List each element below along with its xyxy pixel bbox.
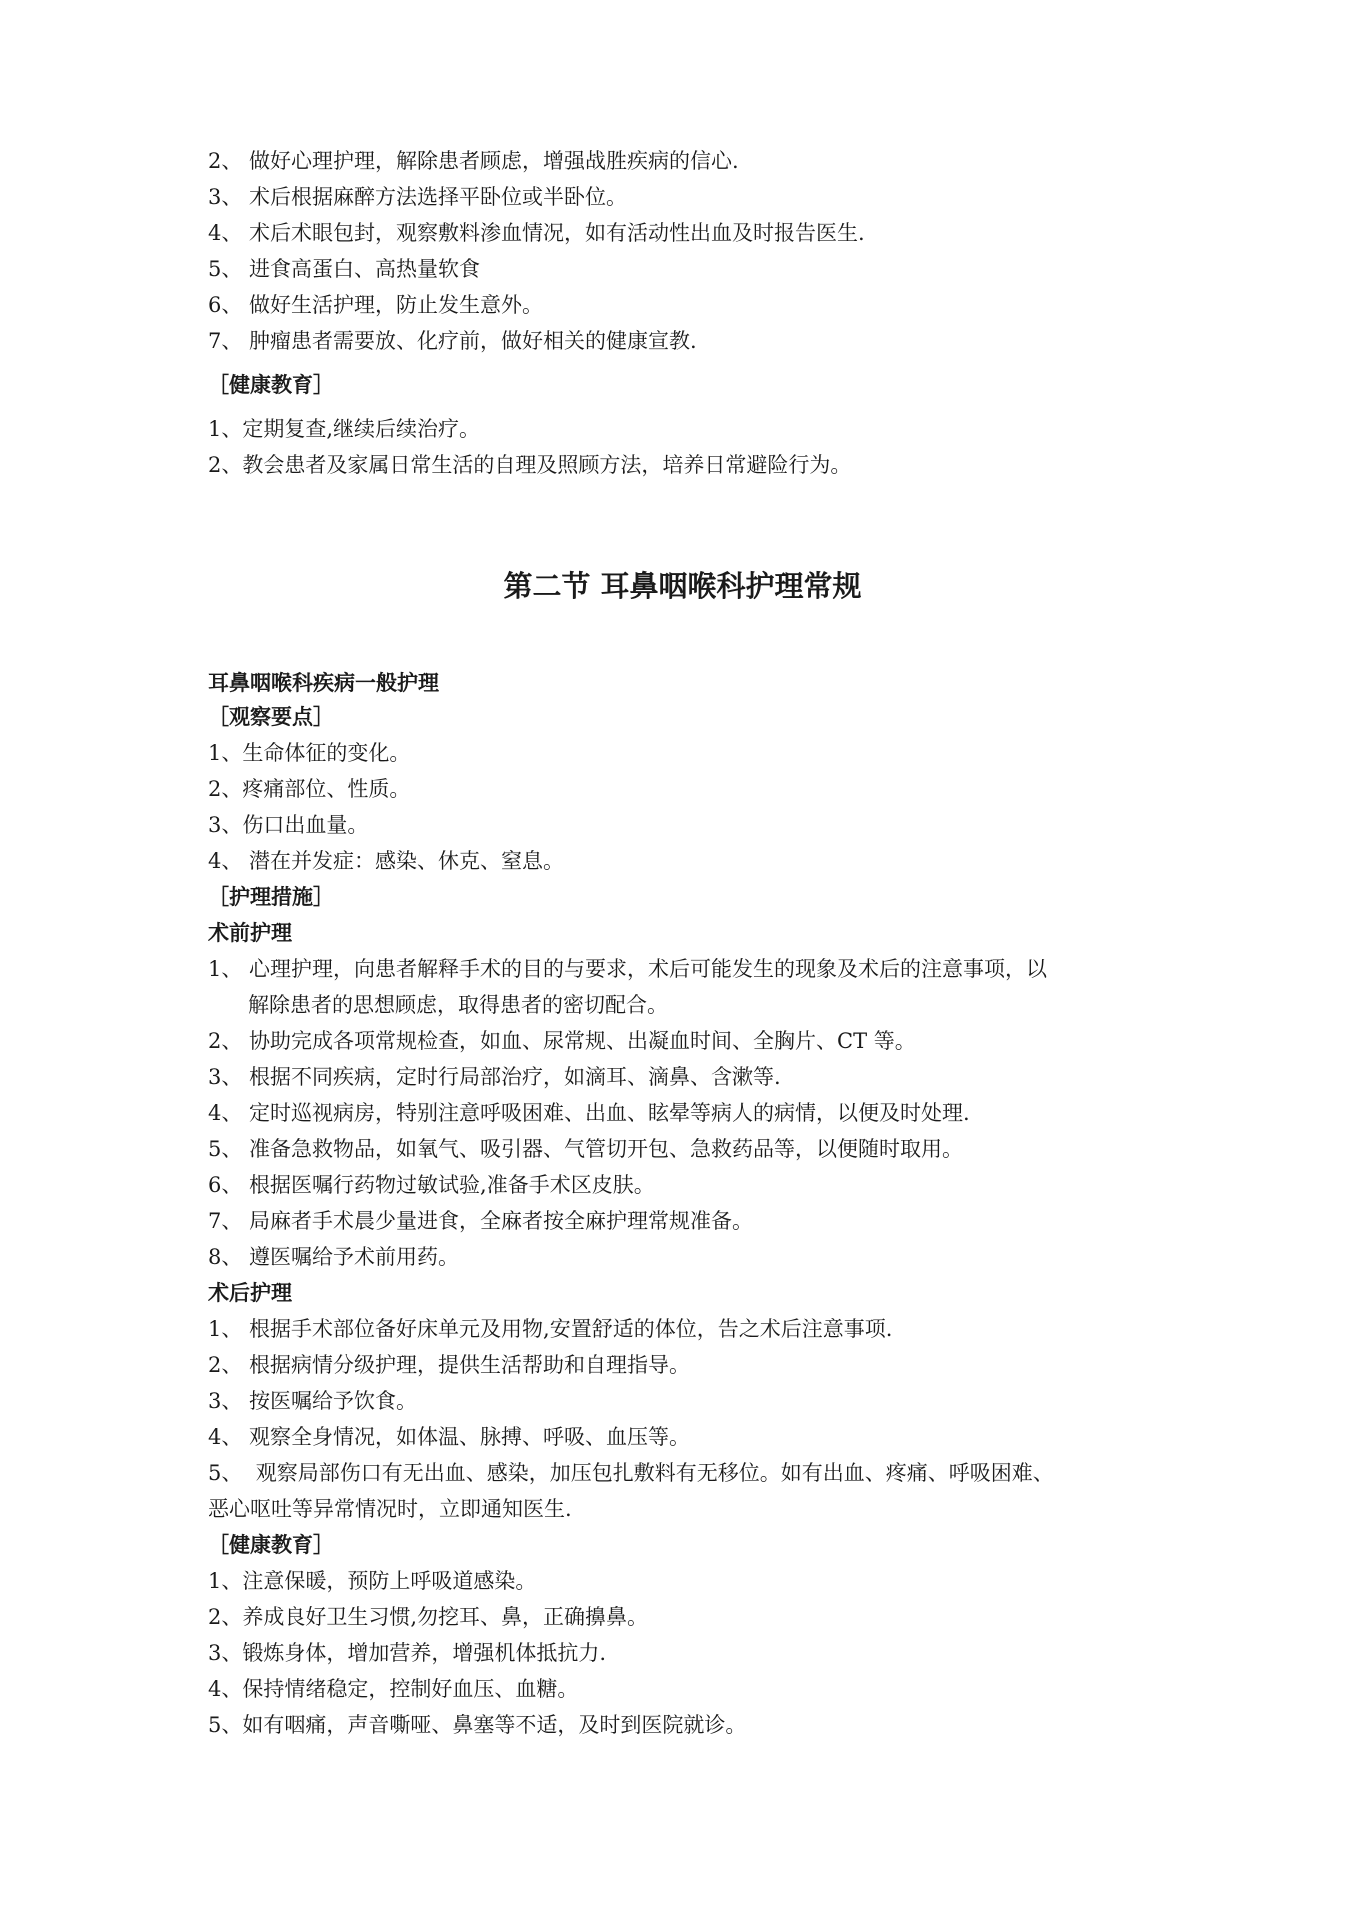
list-item: 5、 观察局部伤口有无出血、感染，加压包扎敷料有无移位。如有出血、疼痛、呼吸困难、	[208, 1461, 1054, 1485]
list-item: 1、 根据手术部位备好床单元及用物,安置舒适的体位，告之术后注意事项.	[208, 1317, 893, 1341]
list-item: 1、注意保暖，预防上呼吸道感染。	[208, 1569, 537, 1593]
section-title: 第二节 耳鼻咽喉科护理常规	[503, 569, 862, 603]
list-item: 2、 协助完成各项常规检查，如血、尿常规、出凝血时间、全胸片、CT 等。	[208, 1029, 916, 1053]
observe-heading: ［观察要点］	[208, 704, 334, 729]
subheading: 耳鼻咽喉科疾病一般护理	[208, 670, 439, 695]
postop-heading: 术后护理	[208, 1280, 292, 1305]
list-item: 1、 心理护理，向患者解释手术的目的与要求，术后可能发生的现象及术后的注意事项，以	[208, 957, 1048, 981]
list-item: 4、保持情绪稳定，控制好血压、血糖。	[208, 1677, 579, 1701]
list-item: 5、 进食高蛋白、高热量软食	[208, 257, 481, 281]
list-item: 8、 遵医嘱给予术前用药。	[208, 1245, 460, 1269]
list-item: 6、 根据医嘱行药物过敏试验,准备手术区皮肤。	[208, 1173, 655, 1197]
list-item: 5、如有咽痛，声音嘶哑、鼻塞等不适，及时到医院就诊。	[208, 1713, 747, 1737]
list-item: 2、 根据病情分级护理，提供生活帮助和自理指导。	[208, 1353, 691, 1377]
list-item: 4、 定时巡视病房，特别注意呼吸困难、出血、眩晕等病人的病情，以便及时处理.	[208, 1101, 970, 1125]
list-item: 3、 术后根据麻醉方法选择平卧位或半卧位。	[208, 185, 628, 209]
measures-heading: ［护理措施］	[208, 884, 334, 909]
list-item: 3、锻炼身体，增加营养，增强机体抵抗力.	[208, 1641, 607, 1665]
list-item: 3、 按医嘱给予饮食。	[208, 1389, 418, 1413]
preop-heading: 术前护理	[208, 920, 292, 945]
health-education-heading: ［健康教育］	[208, 372, 334, 397]
list-item: 2、养成良好卫生习惯,勿挖耳、鼻，正确擤鼻。	[208, 1605, 649, 1629]
list-item: 7、 局麻者手术晨少量进食，全麻者按全麻护理常规准备。	[208, 1209, 754, 1233]
list-item: 1、定期复查,继续后续治疗。	[208, 417, 481, 441]
list-item: 3、 根据不同疾病，定时行局部治疗，如滴耳、滴鼻、含漱等.	[208, 1065, 781, 1089]
list-item: 7、 肿瘤患者需要放、化疗前，做好相关的健康宣教.	[208, 329, 697, 353]
list-item: 5、 准备急救物品，如氧气、吸引器、气管切开包、急救药品等，以便随时取用。	[208, 1137, 964, 1161]
health-education-heading: ［健康教育］	[208, 1532, 334, 1557]
list-item-continuation: 恶心呕吐等异常情况时，立即通知医生.	[208, 1497, 572, 1521]
list-item: 1、生命体征的变化。	[208, 741, 411, 765]
list-item: 4、 术后术眼包封，观察敷料渗血情况，如有活动性出血及时报告医生.	[208, 221, 865, 245]
list-item: 4、 观察全身情况，如体温、脉搏、呼吸、血压等。	[208, 1425, 691, 1449]
list-item: 2、 做好心理护理，解除患者顾虑，增强战胜疾病的信心.	[208, 149, 739, 173]
list-item: 2、疼痛部位、性质。	[208, 777, 411, 801]
list-item: 2、教会患者及家属日常生活的自理及照顾方法，培养日常避险行为。	[208, 453, 852, 477]
list-item: 3、伤口出血量。	[208, 813, 369, 837]
list-item: 4、 潜在并发症：感染、休克、窒息。	[208, 849, 565, 873]
list-item: 6、 做好生活护理，防止发生意外。	[208, 293, 544, 317]
list-item-continuation: 解除患者的思想顾虑，取得患者的密切配合。	[208, 993, 669, 1017]
